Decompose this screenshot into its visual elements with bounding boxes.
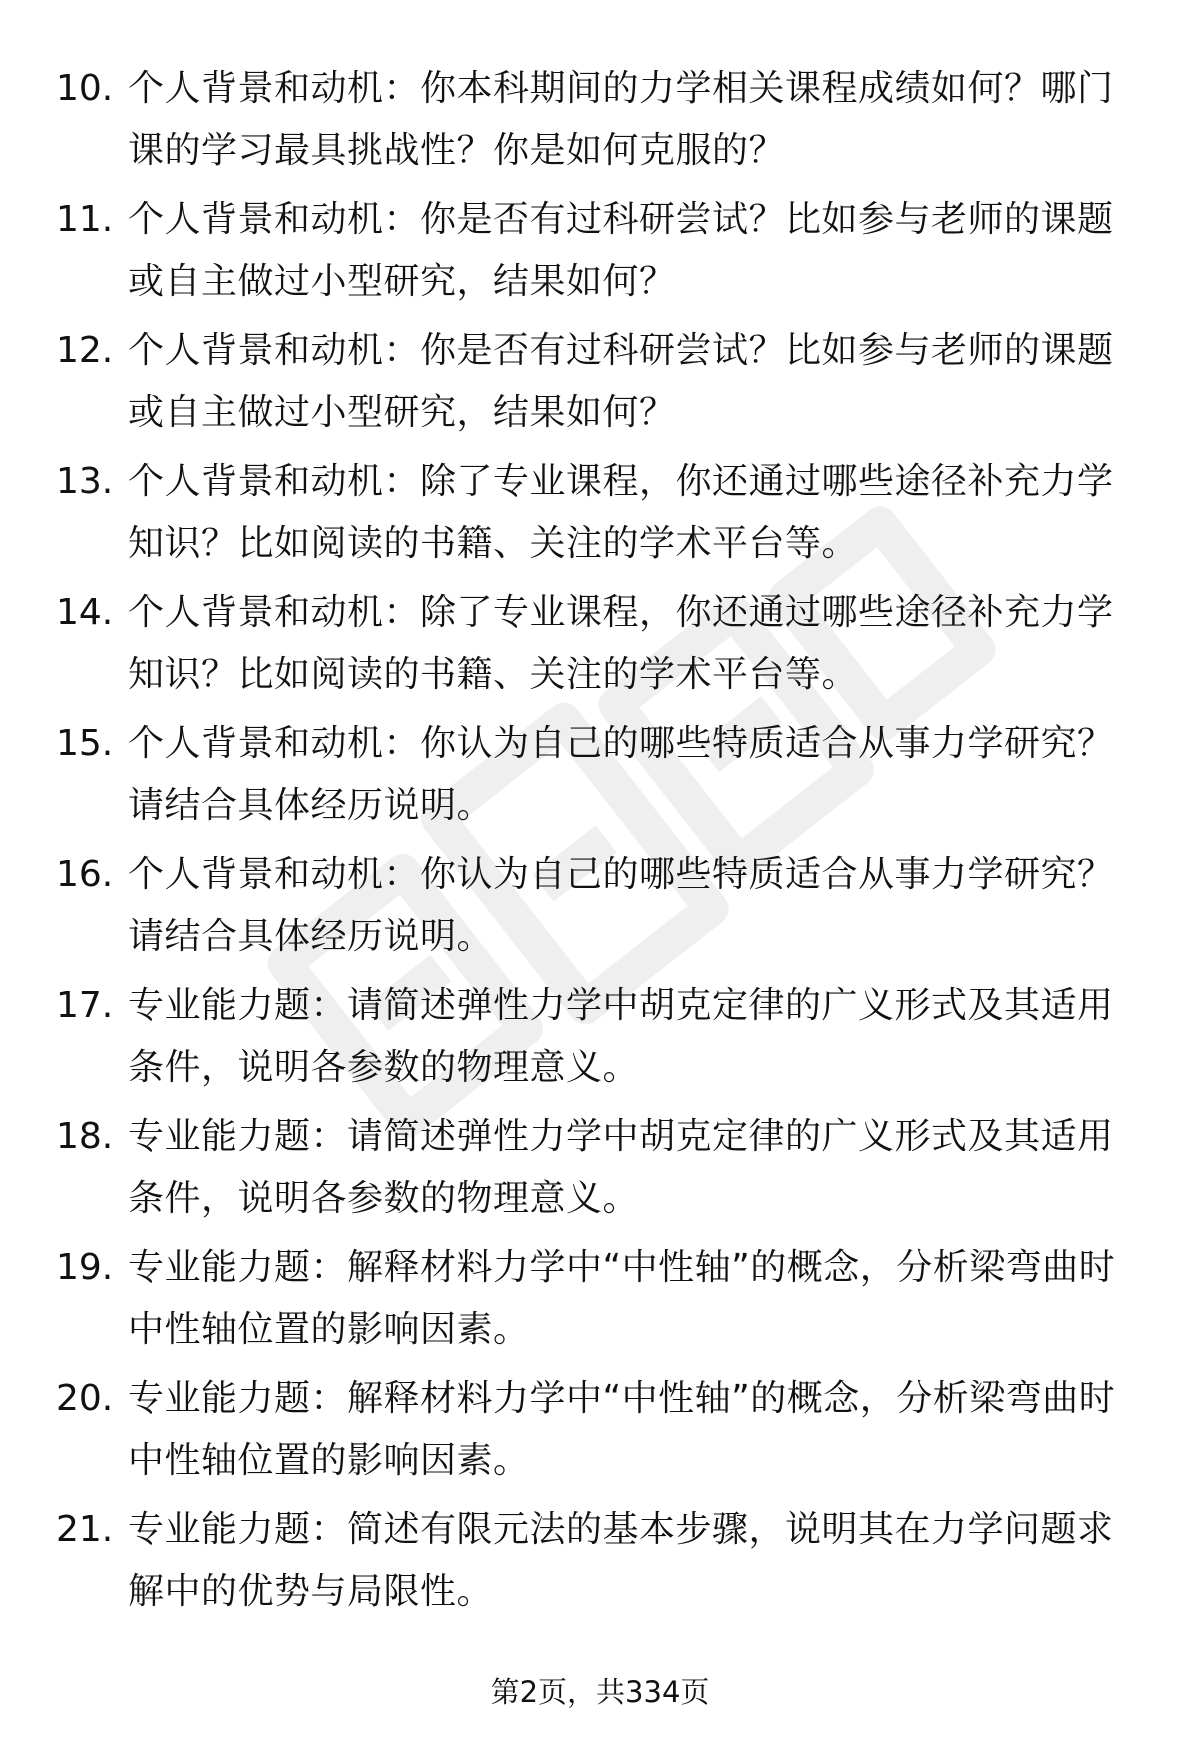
question-item <box>0 582 1200 713</box>
question-number: 16. <box>56 854 114 895</box>
question-text: 专业能力题：请简述弹性力学中胡克定律的广义形式及其适用条件，说明各参数的物理意义。 <box>128 985 1114 1088</box>
question-item <box>0 451 1200 582</box>
question-number: 18. <box>56 1116 114 1157</box>
question-number: 12. <box>56 330 114 371</box>
question-item <box>0 1106 1200 1237</box>
question-item <box>0 189 1200 320</box>
question-number: 15. <box>56 723 114 764</box>
question-item <box>0 1237 1200 1368</box>
question-text: 个人背景和动机：除了专业课程，你还通过哪些途径补充力学知识？比如阅读的书籍、关注的学术平台等。 <box>128 461 1114 564</box>
question-text: 专业能力题：简述有限元法的基本步骤，说明其在力学问题求解中的优势与局限性。 <box>128 1509 1114 1612</box>
question-text: 个人背景和动机：你认为自己的哪些特质适合从事力学研究？请结合具体经历说明。 <box>128 723 1114 826</box>
question-number: 19. <box>56 1247 114 1288</box>
page-footer: 第2页，共334页 <box>490 1675 710 1709</box>
question-item <box>0 1499 1200 1630</box>
question-number: 21. <box>56 1509 114 1550</box>
question-item <box>0 1368 1200 1499</box>
question-text: 个人背景和动机：你认为自己的哪些特质适合从事力学研究？请结合具体经历说明。 <box>128 854 1114 957</box>
question-item <box>0 844 1200 975</box>
question-item <box>0 975 1200 1106</box>
question-text: 个人背景和动机：除了专业课程，你还通过哪些途径补充力学知识？比如阅读的书籍、关注的学术平台等。 <box>128 592 1114 695</box>
question-item <box>0 320 1200 451</box>
question-item <box>0 713 1200 844</box>
question-item <box>0 58 1200 189</box>
question-number: 13. <box>56 461 114 502</box>
question-number: 14. <box>56 592 114 633</box>
question-text: 专业能力题：解释材料力学中“中性轴”的概念，分析梁弯曲时中性轴位置的影响因素。 <box>128 1247 1116 1350</box>
question-text: 个人背景和动机：你本科期间的力学相关课程成绩如何？哪门课的学习最具挑战性？你是如何克服的？ <box>128 68 1114 171</box>
question-number: 20. <box>56 1378 114 1419</box>
question-list <box>0 58 1200 1630</box>
question-number: 17. <box>56 985 114 1026</box>
question-text: 个人背景和动机：你是否有过科研尝试？比如参与老师的课题或自主做过小型研究，结果如何？ <box>128 330 1114 433</box>
question-text: 专业能力题：解释材料力学中“中性轴”的概念，分析梁弯曲时中性轴位置的影响因素。 <box>128 1378 1116 1481</box>
question-number: 10. <box>56 68 114 109</box>
question-text: 个人背景和动机：你是否有过科研尝试？比如参与老师的课题或自主做过小型研究，结果如何？ <box>128 199 1114 302</box>
question-text: 专业能力题：请简述弹性力学中胡克定律的广义形式及其适用条件，说明各参数的物理意义。 <box>128 1116 1114 1219</box>
question-number: 11. <box>56 199 114 240</box>
